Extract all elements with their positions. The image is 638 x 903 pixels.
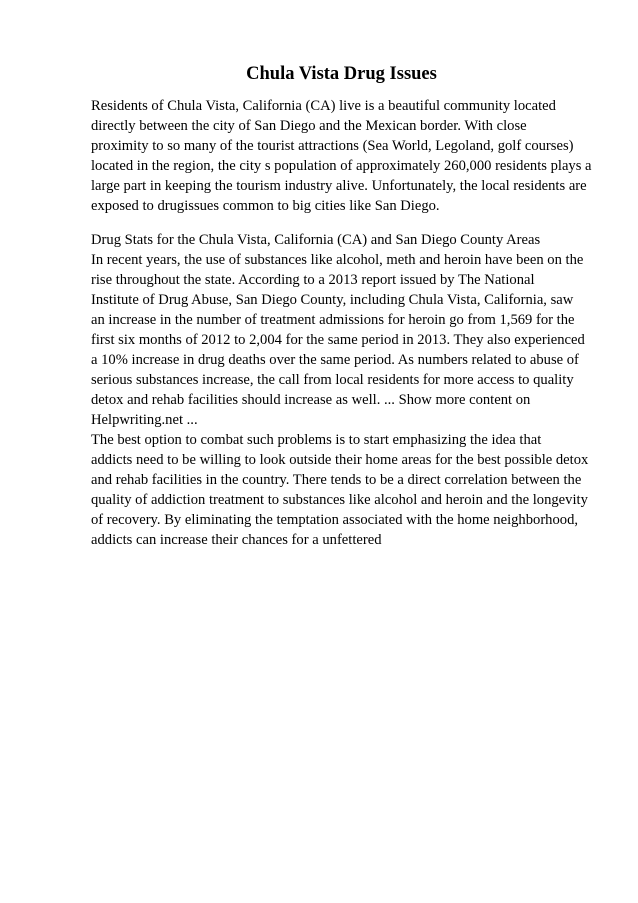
paragraph-2-line-8: serious substances increase, the call from local residents for more access to quality — [91, 372, 574, 388]
paragraph-2-line-9: detox and rehab facilities should increase as well. ... Show more content on — [91, 392, 531, 408]
paragraph-2-line-4: Institute of Drug Abuse, San Diego County, including Chula Vista, California, saw — [91, 292, 574, 308]
paragraph-1-line-1: Residents of Chula Vista, California (CA) live is a beautiful community located — [91, 98, 556, 114]
paragraph-1-line-2: directly between the city of San Diego and the Mexican border. With close — [91, 118, 527, 134]
document-title: Chula Vista Drug Issues — [246, 64, 437, 84]
paragraph-2-line-1: Drug Stats for the Chula Vista, California (CA) and San Diego County Areas — [91, 232, 541, 248]
paragraph-2-line-2: In recent years, the use of substances like alcohol, meth and heroin have been on the — [91, 252, 584, 268]
paragraph-2-line-13: and rehab facilities in the country. There tends to be a direct correlation between the — [91, 472, 582, 488]
paragraph-2-line-7: a 10% increase in drug deaths over the same period. As numbers related to abuse of — [91, 352, 579, 368]
paragraph-1-line-5: large part in keeping the tourism industry alive. Unfortunately, the local residents are — [91, 178, 587, 194]
paragraph-2-line-12: addicts need to be willing to look outside their home areas for the best possible detox — [91, 452, 589, 468]
paragraph-2-line-16: addicts can increase their chances for a unfettered — [91, 532, 382, 548]
paragraph-2-line-11: The best option to combat such problems is to start emphasizing the idea that — [91, 432, 542, 448]
paragraph-2-line-14: quality of addiction treatment to substances like alcohol and heroin and the longevity — [91, 492, 588, 508]
paragraph-2-line-6: first six months of 2012 to 2,004 for the same period in 2013. They also experienced — [91, 332, 585, 348]
paragraph-2-line-10: Helpwriting.net ... — [91, 412, 198, 428]
paragraph-1-line-3: proximity to so many of the tourist attractions (Sea World, Legoland, golf courses) — [91, 138, 574, 154]
paragraph-2-line-15: of recovery. By eliminating the temptation associated with the home neighborhood, — [91, 512, 579, 528]
paragraph-2-line-5: an increase in the number of treatment admissions for heroin go from 1,569 for the — [91, 312, 575, 328]
paragraph-1-line-6: exposed to drugissues common to big cities like San Diego. — [91, 198, 440, 214]
paragraph-2-line-3: rise throughout the state. According to a 2013 report issued by The National — [91, 272, 535, 288]
paragraph-1-line-4: located in the region, the city s population of approximately 260,000 residents plays a — [91, 158, 592, 174]
